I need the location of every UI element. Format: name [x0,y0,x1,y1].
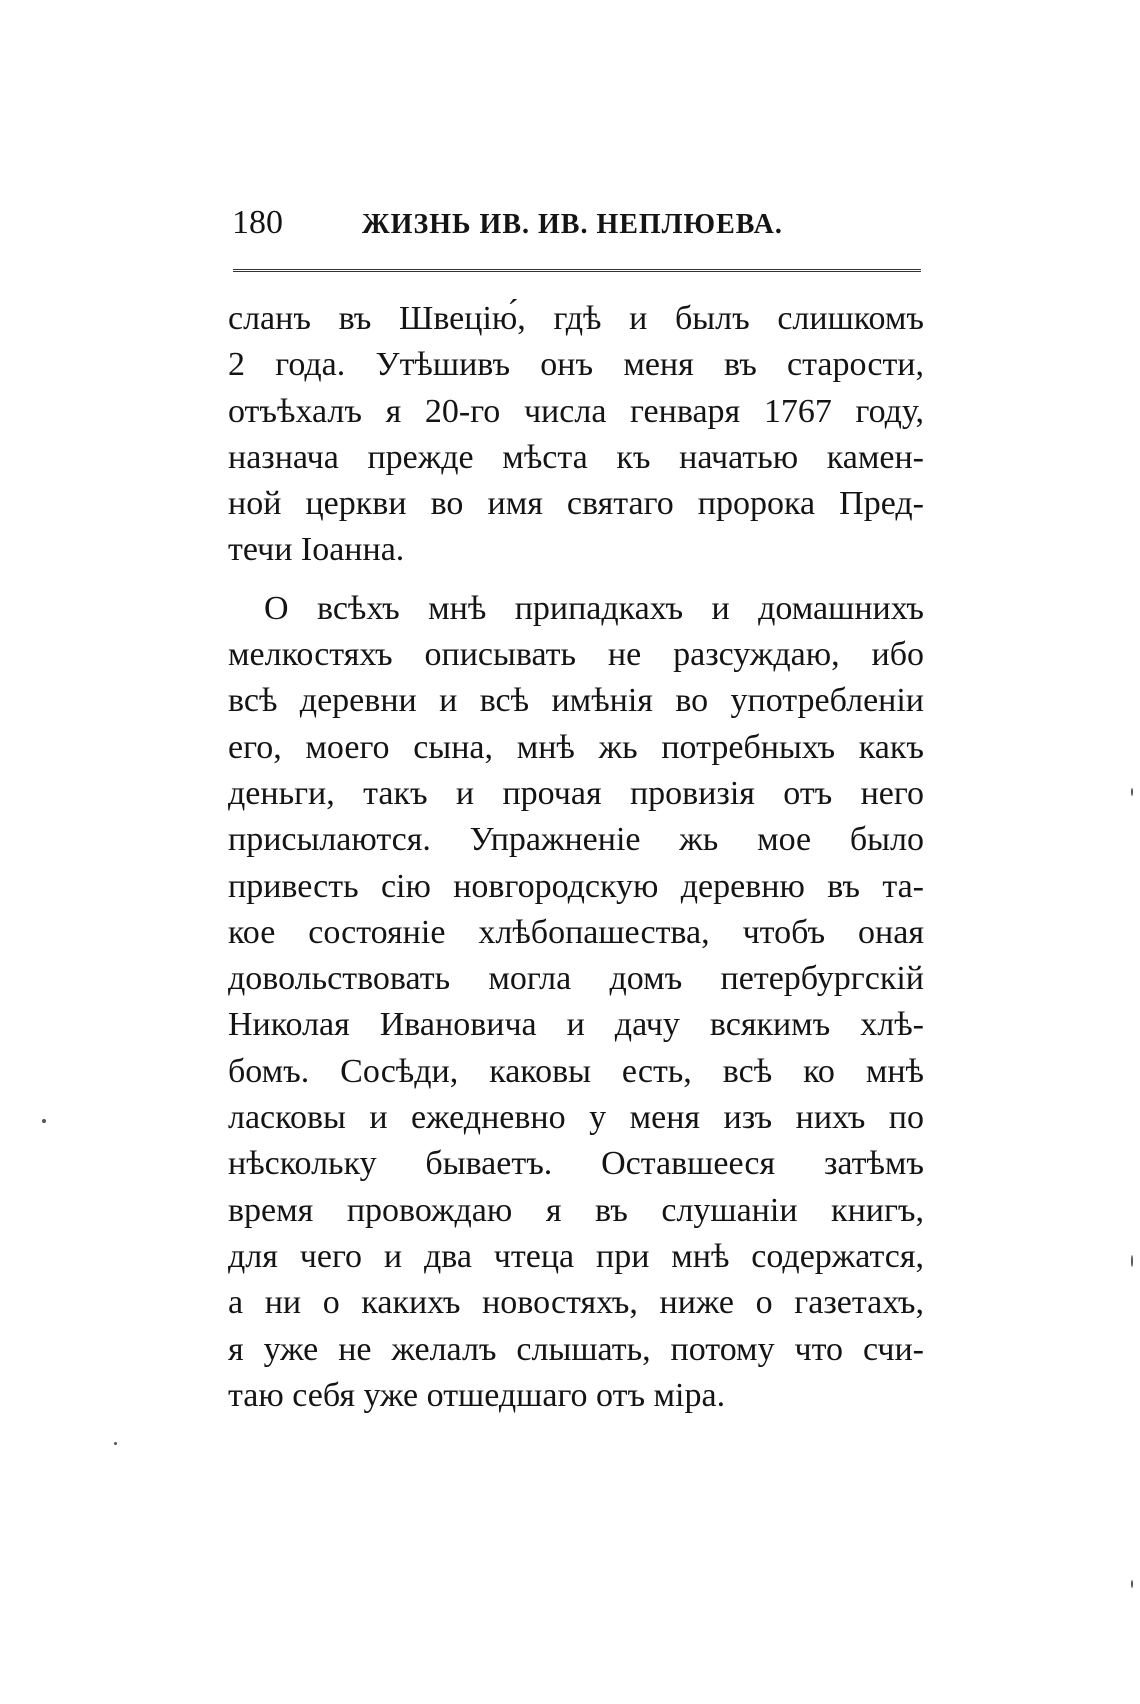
scan-speck [42,1119,46,1123]
body-text [228,296,924,1419]
text-line: мелкостяхъ описывать не разсуждаю, ибо [228,636,924,674]
text-line: кое состояніе хлѣбопашества, чтобъ оная [228,913,924,951]
scan-speck [114,1442,117,1445]
text-line: деньги, такъ и прочая провизія отъ него [228,774,924,812]
text-line: привесть сію новгородскую деревню въ та- [228,867,924,905]
paragraph-gap [228,574,924,586]
scan-speck [1131,1580,1133,1588]
text-line: присылаются. Упражненіе жь мое было [228,821,924,859]
text-line: течи Іоанна. [228,531,405,569]
text-line: назнача прежде мѣста къ начатью камен- [228,438,924,476]
text-line: всѣ деревни и всѣ имѣнія во употребленіи [228,682,924,720]
header-rule [233,269,921,272]
scan-speck [1131,788,1133,796]
scan-speck [1131,1255,1133,1267]
text-line: 2 года. Утѣшивъ онъ меня въ старости, [228,346,924,384]
text-line: ласковы и ежедневно у меня изъ нихъ по [228,1099,924,1137]
paragraph-1 [228,296,924,574]
text-line: а ни о какихъ новостяхъ, ниже о газетахъ, [228,1284,924,1322]
text-line: для чего и два чтеца при мнѣ содержатся, [228,1237,924,1275]
text-line: таю себя уже отшедшаго отъ міра. [228,1376,726,1414]
text-line: О всѣхъ мнѣ припадкахъ и домашнихъ [264,589,924,627]
text-line: ной церкви во имя святаго пророка Пред- [228,485,924,523]
text-line: довольствовать могла домъ петербургскій [228,960,924,998]
running-title: ЖИЗНЬ ИВ. ИВ. НЕПЛЮЕВА. [362,209,783,240]
text-line: время провождаю я въ слушаніи книгъ, [228,1191,924,1229]
text-line: отъѣхалъ я 20-го числа генваря 1767 году, [228,392,924,430]
text-line: нѣскольку бываетъ. Оставшееся затѣмъ [228,1145,924,1183]
text-line: бомъ. Сосѣди, каковы есть, всѣ ко мнѣ [228,1052,924,1090]
page-number: 180 [232,204,283,241]
text-line: Николая Ивановича и дачу всякимъ хлѣ- [228,1006,924,1044]
running-head [232,198,922,248]
text-line: я уже не желалъ слышать, потому что счи- [228,1330,924,1368]
text-line: его, моего сына, мнѣ жь потребныхъ какъ [228,728,924,766]
text-line: сланъ въ Швецію́, гдѣ и былъ слишкомъ [228,300,924,337]
paragraph-2 [228,586,924,1419]
